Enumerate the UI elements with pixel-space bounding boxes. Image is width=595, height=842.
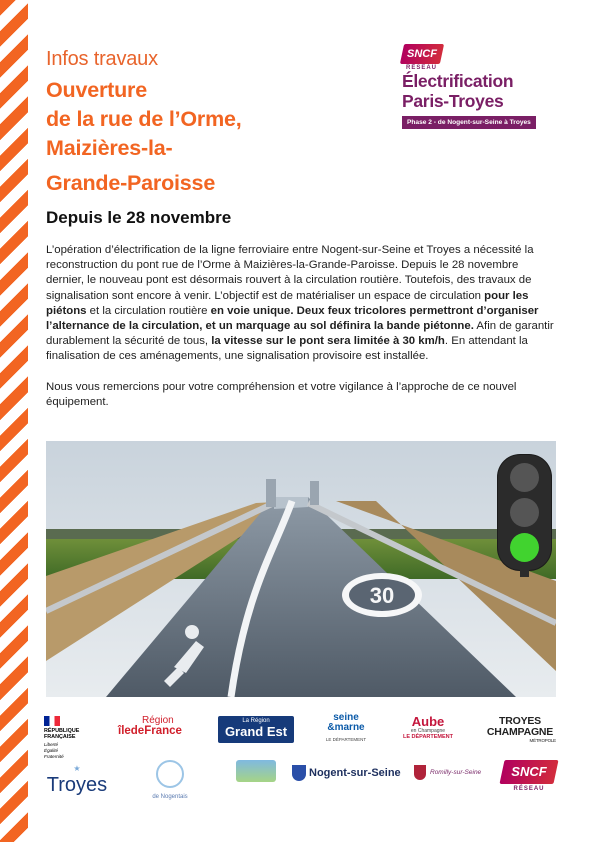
lamp-green [510, 533, 539, 562]
hazard-stripes [0, 0, 28, 842]
logo-republique-francaise: RÉPUBLIQUE FRANÇAISE Liberté Égalité Fraternité [44, 716, 104, 760]
reseau-label: RÉSEAU [406, 65, 438, 71]
kicker: Infos travaux [46, 48, 158, 70]
rf-motto: Liberté Égalité Fraternité [44, 742, 64, 759]
title-line: de la rue de l’Orme, [46, 107, 242, 131]
traffic-light-icon [498, 455, 551, 570]
speed-marking: 30 [369, 583, 395, 608]
body-paragraph-1 [46, 243, 556, 365]
brand-line1: Électrification [402, 71, 514, 91]
lamp-amber [510, 498, 539, 527]
logo-seine-et-marne: seine &marne LE DÉPARTEMENT [325, 712, 367, 742]
page-title [46, 76, 306, 198]
logo-troyes-champagne: TROYES CHAMPAGNE MÉTROPOLE [486, 715, 556, 743]
title-line: Maizières-la- [46, 136, 173, 160]
logo-ile-de-france: Région îledeFrance [118, 715, 182, 737]
body-emphasis: pour les piétons [46, 289, 529, 317]
bridge-photo [46, 441, 556, 697]
brand-block [402, 44, 562, 129]
logo-romilly: Romilly-sur-Seine [414, 765, 484, 780]
lamp-red [510, 463, 539, 492]
shield-icon [414, 765, 426, 780]
body-run: et la circulation routière [86, 304, 211, 317]
logo-aube: Aube en Champagne LE DÉPARTEMENT [402, 714, 453, 740]
body-run: Afin de garantir durablement la sécurité de tous, [46, 320, 554, 348]
logo-sncf-reseau: SNCF RÉSEAU [500, 760, 558, 792]
body-emphasis: la vitesse sur le pont sera limitée à 30 km/h [211, 335, 445, 348]
shield-icon [292, 765, 306, 781]
logo-nogentais: de Nogentais [130, 760, 210, 801]
title-line: Grande-Paroisse [46, 171, 216, 195]
logo-commune [226, 760, 286, 783]
logo-troyes: ★ Troyes [46, 764, 108, 796]
phase-badge: Phase 2 - de Nogent-sur-Seine à Troyes [402, 116, 536, 129]
brand-line2: Paris-Troyes [402, 91, 504, 111]
body-paragraph-2: Nous vous remercions pour votre compréhension et votre vigilance à l’approche de ce nouvel équipement. [46, 380, 517, 408]
body-text [46, 243, 556, 410]
sncf-logo: SNCF [400, 44, 444, 64]
subtitle: Depuis le 28 novembre [46, 208, 232, 227]
body-run: L’opération d’électrification de la ligne ferroviaire entre Nogent-sur-Seine et Troyes a nécessité la reconstruction du pont rue de l’Orme à Maizières-la-Grande-Paroisse. Depuis le 28 novembre dernier, le nouveau pont est désormais rouvert à la circulation routière. Toutefois, des travaux de signalisation sont encore à venir. L’objectif est de matérialiser un espace de circulation [46, 244, 534, 302]
logo-nogent-sur-seine: Nogent-sur-Seine [292, 765, 402, 781]
body-run: . En attendant la finalisation de ces aménagements, une signalisation provisoire est installée. [46, 335, 528, 363]
logo-grand-est: La Région Grand Est [218, 716, 294, 743]
body-emphasis: en voie unique. Deux feux tricolores permettront d’organiser l’alternance de la circulation, et un marquage au sol définira la bande piétonne. [46, 304, 539, 333]
title-line: Ouverture [46, 78, 147, 102]
